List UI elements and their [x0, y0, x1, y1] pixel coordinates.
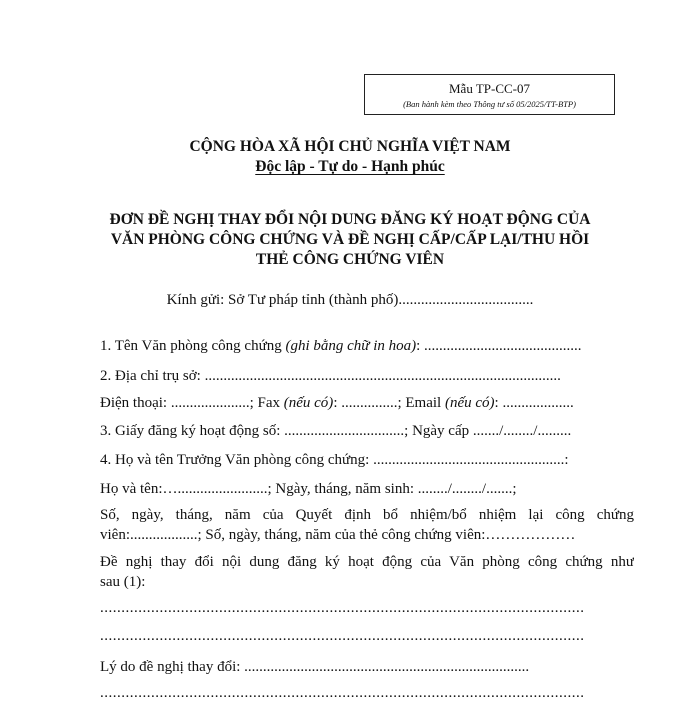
field-request-line-2: sau (1):: [100, 574, 146, 590]
field-address: 2. Địa chỉ trụ sở: ...............................................................................................: [100, 368, 561, 384]
fax-blank: : ...............; Email: [333, 395, 445, 411]
email-note: (nếu có): [444, 395, 495, 411]
field-request-line-1: Đề nghị thay đổi nội dung đăng ký hoạt động của Văn phòng công chứng như: [100, 554, 634, 570]
motto-text: Độc lập - Tự do - Hạnh phúc: [255, 158, 445, 175]
document-title-line-2: VĂN PHÒNG CÔNG CHỨNG VÀ ĐỀ NGHỊ CẤP/CẤP LẠI/THU HỒI: [110, 231, 590, 248]
office-name-blank: : ..........................................: [416, 338, 582, 354]
field-decision-line-2: viên:..................; Số, ngày, tháng, năm của thẻ công chứng viên:………………: [100, 527, 576, 543]
fax-note: (nếu có): [283, 395, 334, 411]
field-office-name: [100, 336, 634, 356]
phone-label: Điện thoại: .....................; Fax: [100, 395, 284, 411]
blank-line-1: ..................................................................................................................: [100, 600, 585, 616]
field-contact: [100, 393, 634, 413]
blank-line-3: ..................................................................................................................: [100, 685, 585, 701]
form-issued-note: (Ban hành kèm theo Thông tư số 05/2025/TT-BTP): [403, 99, 576, 109]
document-title-line-1: ĐƠN ĐỀ NGHỊ THAY ĐỔI NỘI DUNG ĐĂNG KÝ HOẠT ĐỘNG CỦA: [109, 211, 591, 228]
office-name-note: (ghi bằng chữ in hoa): [285, 338, 417, 354]
email-blank: : ...................: [494, 395, 574, 411]
field-head-name: 4. Họ và tên Trưởng Văn phòng công chứng: ...................................................:: [100, 452, 569, 468]
field-reason: Lý do đề nghị thay đổi: ............................................................................: [100, 659, 530, 675]
national-title: CỘNG HÒA XÃ HỘI CHỦ NGHĨA VIỆT NAM: [189, 138, 511, 155]
field-full-name: Họ và tên:…........................; Ngày, tháng, năm sinh: ......../......../.......;: [100, 481, 517, 497]
form-code: Mẫu TP-CC-07: [448, 81, 530, 96]
office-name-label: 1. Tên Văn phòng công chứng: [100, 338, 286, 354]
motto: [0, 158, 700, 176]
document-title-line-3: THẺ CÔNG CHỨNG VIÊN: [255, 251, 445, 268]
form-code-box: [364, 74, 615, 115]
blank-line-2: ..................................................................................................................: [100, 628, 585, 644]
field-registration: 3. Giấy đăng ký hoạt động số: ................................; Ngày cấp ......./......../.........: [100, 423, 572, 439]
addressee: Kính gửi: Sở Tư pháp tỉnh (thành phố)....................................: [166, 292, 534, 308]
field-decision-line-1: Số, ngày, tháng, năm của Quyết định bổ nhiệm/bổ nhiệm lại công chứng: [100, 507, 634, 523]
